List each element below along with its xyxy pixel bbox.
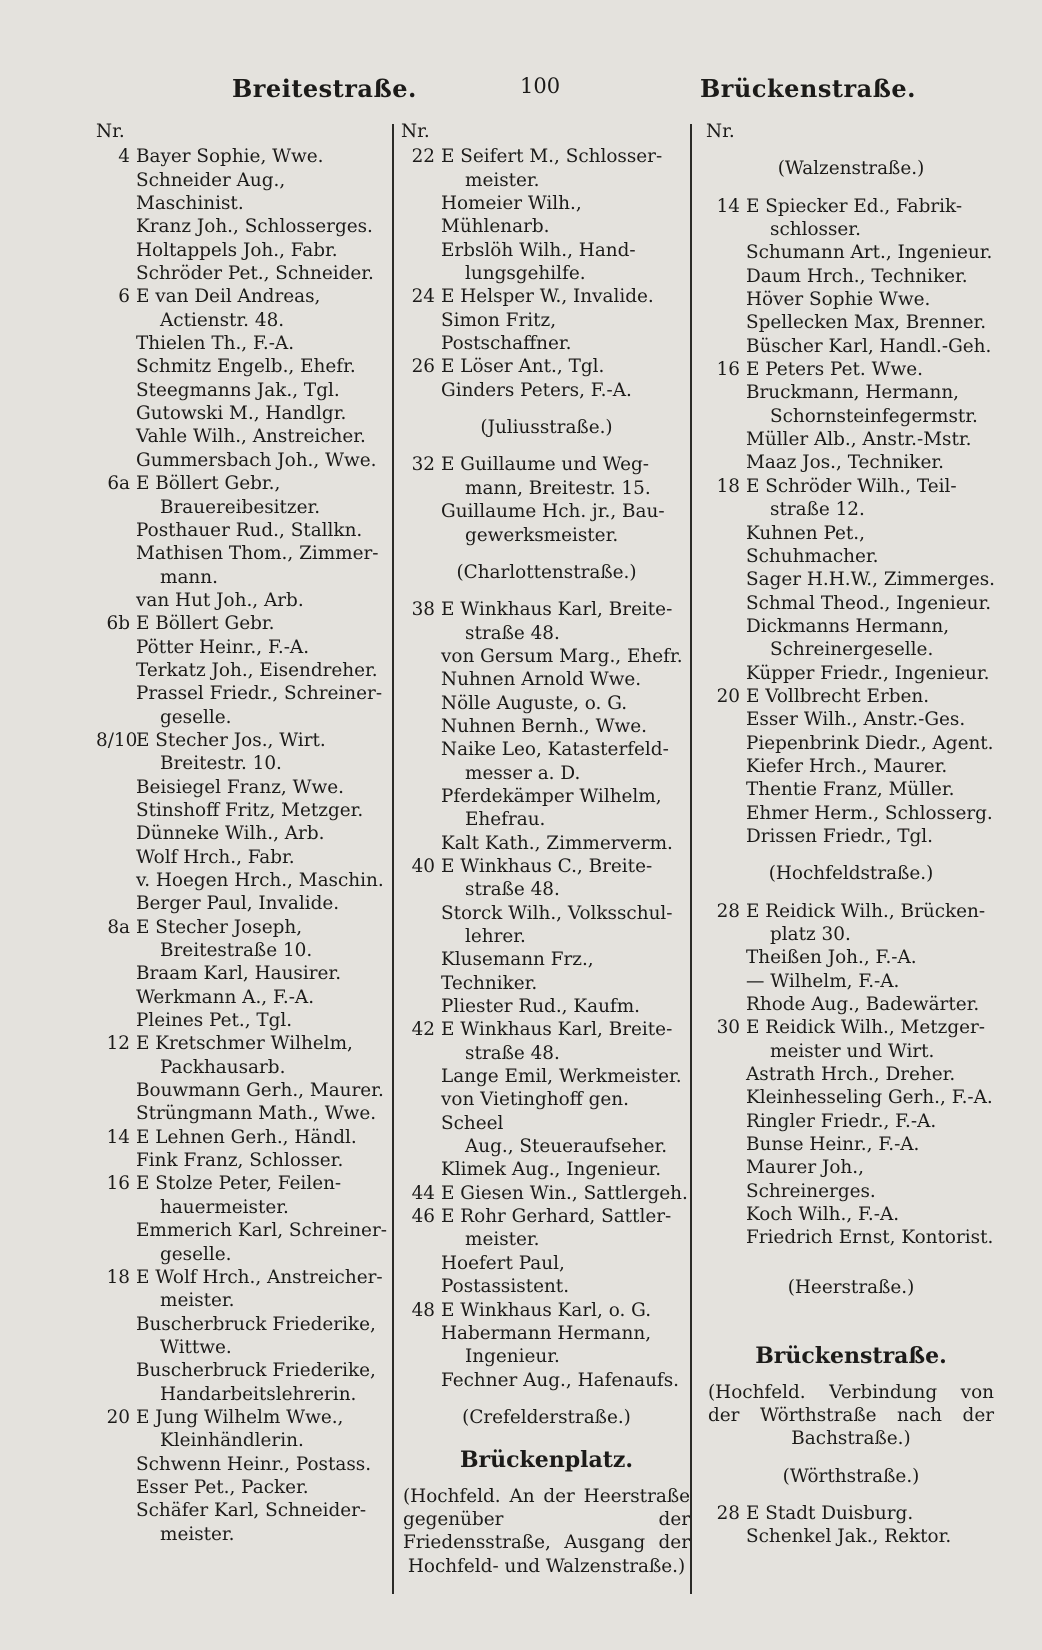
resident-line: Schumann Art., Ingenieur.	[746, 242, 993, 264]
house-entry	[96, 472, 393, 495]
resident-line: van Hut Joh., Arb.	[136, 589, 304, 611]
resident-text: E Stecher Joseph,	[136, 916, 303, 938]
continuation-line: schlosser.	[770, 219, 861, 241]
cross-street-label: (Walzenstraße.)	[777, 158, 925, 180]
resident-line: Astrath Hrch., Dreher.	[746, 1064, 956, 1086]
house-entry	[96, 916, 393, 939]
cross-street-label: (Charlottenstraße.)	[456, 561, 637, 583]
house-entry	[401, 355, 692, 378]
continuation-line: Schreinergeselle.	[770, 639, 934, 661]
resident-text: Bayer Sophie, Wwe.	[136, 146, 324, 168]
street-heading: Brückenplatz.	[459, 1447, 634, 1474]
nr-label: Nr.	[401, 121, 430, 142]
resident-line: Posthauer Rud., Stallkn.	[136, 519, 363, 541]
house-number: 38	[411, 599, 435, 621]
continuation-line: mann.	[160, 566, 218, 588]
resident-line: Koch Wilh., F.-A.	[746, 1204, 900, 1226]
resident-line: Klimek Aug., Ingenieur.	[441, 1159, 662, 1181]
house-entry	[401, 1205, 692, 1228]
house-entry	[96, 1406, 393, 1429]
header-left-street: Breitestraße.	[232, 74, 417, 103]
resident-line: Maurer Joh., Schreinerges.	[746, 1157, 876, 1202]
continuation-line: Ehefrau.	[465, 809, 546, 831]
house-entry	[401, 145, 692, 168]
resident-line: Guillaume Hch. jr., Bau-	[441, 501, 665, 523]
house-number: 16	[716, 359, 740, 381]
resident-line: Erbslöh Wilh., Hand-	[441, 239, 636, 261]
house-entry	[96, 1126, 393, 1149]
resident-line: Ehmer Herm., Schlosserg.	[746, 802, 993, 824]
resident-line: Stinshoff Fritz, Metzger.	[136, 799, 364, 821]
resident-line: Emmerich Karl, Schreiner-	[136, 1220, 387, 1242]
nr-label: Nr.	[706, 121, 735, 142]
resident-line: Kleinhesseling Gerh., F.-A.	[746, 1087, 993, 1109]
resident-text: E Löser Ant., Tgl.	[441, 356, 605, 378]
continuation-line: meister.	[465, 1229, 540, 1251]
spacer	[706, 1250, 996, 1262]
continuation-line: hauermeister.	[160, 1196, 289, 1218]
cross-street-label: (Crefelderstraße.)	[462, 1406, 631, 1428]
column-2	[401, 120, 692, 1578]
resident-line: Strüngmann Math., Wwe.	[136, 1103, 377, 1125]
resident-line: Friedrich Ernst, Kontorist.	[746, 1227, 994, 1249]
resident-line: Pleines Pet., Tgl.	[136, 1010, 293, 1032]
house-number: 8a	[107, 916, 130, 938]
continuation-line: Packhausarb.	[160, 1056, 286, 1078]
street-description: (Hochfeld. Verbindung von der Wörthstraße nach der Bachstraße.)	[708, 1381, 994, 1450]
house-number: 26	[411, 356, 435, 378]
resident-line: von Vietinghoff gen. Scheel	[441, 1089, 629, 1134]
house-number: 6b	[106, 613, 130, 635]
house-number: 6a	[107, 473, 130, 495]
house-number: 40	[411, 855, 435, 877]
resident-text: E Jung Wilhelm Wwe.,	[136, 1406, 344, 1428]
house-number: 28	[716, 900, 740, 922]
resident-line: Spellecken Max, Brenner.	[746, 312, 987, 334]
house-entry	[96, 1172, 393, 1195]
resident-line: Fink Franz, Schlosser.	[136, 1150, 344, 1172]
resident-line: Pliester Rud., Kaufm.	[441, 996, 641, 1018]
resident-text: E Winkhaus Karl, Breite-	[441, 599, 673, 621]
resident-line: Nölle Auguste, o. G.	[441, 692, 628, 714]
page-header	[0, 68, 1042, 108]
house-entry	[401, 453, 692, 476]
resident-line: — Wilhelm, F.-A.	[746, 970, 900, 992]
resident-line: Hoefert Paul, Postassistent.	[441, 1252, 570, 1298]
house-number: 6	[118, 286, 130, 308]
resident-line: Gutowski M., Handlgr.	[136, 403, 347, 425]
house-entry	[401, 285, 692, 308]
resident-line: Piepenbrink Diedr., Agent.	[746, 732, 994, 754]
resident-line: Terkatz Joh., Eisendreher.	[136, 659, 378, 681]
resident-line: Dickmanns Hermann,	[746, 615, 950, 637]
house-entry	[706, 358, 996, 381]
house-entry	[706, 475, 996, 498]
resident-text: E Reidick Wilh., Brücken-	[746, 900, 986, 922]
house-entry	[706, 685, 996, 708]
resident-line: Beisiegel Franz, Wwe.	[136, 776, 344, 798]
resident-line: Bunse Heinr., F.-A.	[746, 1134, 920, 1156]
resident-line: Habermann Hermann,	[441, 1322, 652, 1344]
resident-line: Esser Pet., Packer.	[136, 1476, 309, 1498]
house-entry	[96, 285, 393, 308]
house-number: 18	[716, 475, 740, 497]
cross-street-label: (Heerstraße.)	[787, 1276, 915, 1298]
house-number: 44	[411, 1182, 435, 1204]
page-number: 100	[520, 74, 561, 98]
continuation-line: Schornsteinfegermstr.	[770, 405, 978, 427]
house-number: 18	[106, 1266, 130, 1288]
resident-line: Kalt Kath., Zimmerverm.	[441, 832, 673, 854]
resident-text: E Lehnen Gerh., Händl.	[136, 1126, 357, 1148]
cross-street-label: (Wörthstraße.)	[782, 1465, 920, 1487]
resident-line: Nuhnen Arnold Wwe.	[441, 669, 642, 691]
continuation-line: Kleinhändlerin.	[160, 1430, 304, 1452]
resident-line: Theißen Joh., F.-A.	[746, 947, 917, 969]
resident-line: Schäfer Karl, Schneider-	[136, 1500, 367, 1522]
house-number: 32	[411, 454, 435, 476]
resident-line: Homeier Wilh., Mühlenarb.	[441, 193, 582, 238]
resident-line: Wolf Hrch., Fabr.	[136, 846, 295, 868]
continuation-line: lehrer.	[465, 926, 526, 947]
house-entry	[401, 598, 692, 621]
house-entry	[401, 855, 692, 878]
continuation-line: lungsgehilfe.	[465, 263, 586, 285]
resident-line: Rhode Aug., Badewärter.	[746, 994, 980, 1016]
continuation-line: straße 12.	[770, 499, 865, 521]
column-3	[706, 120, 996, 1549]
resident-line: Schenkel Jak., Rektor.	[746, 1526, 952, 1548]
continuation-line: Aug., Steueraufseher.	[465, 1136, 668, 1158]
continuation-line: Brauereibesitzer.	[160, 496, 321, 518]
resident-line: Schmitz Engelb., Ehefr.	[136, 356, 356, 378]
continuation-line: straße 48.	[465, 879, 560, 901]
house-number: 20	[106, 1406, 130, 1428]
house-entry	[96, 145, 393, 168]
resident-line: Drissen Friedr., Tgl.	[746, 825, 934, 847]
street-description: (Hochfeld. An der Heerstraße gegenüber der Friedensstraße, Ausgang der Hochfeld- und Walzenstraße.)	[403, 1485, 690, 1577]
resident-line: Ringler Friedr., F.-A.	[746, 1110, 937, 1132]
cross-street-label: (Hochfeldstraße.)	[768, 863, 934, 885]
resident-line: v. Hoegen Hrch., Maschin.	[136, 870, 384, 891]
resident-text: E Rohr Gerhard, Sattler-	[441, 1206, 672, 1228]
resident-line: Holtappels Joh., Fabr.	[136, 239, 338, 261]
resident-text: E Reidick Wilh., Metzger-	[746, 1017, 986, 1039]
resident-text: E Helsper W., Invalide.	[441, 286, 654, 308]
resident-line: Nuhnen Bernh., Wwe.	[441, 715, 647, 737]
resident-line: Schröder Pet., Schneider.	[136, 263, 374, 285]
resident-line: Daum Hrch., Techniker.	[746, 265, 968, 287]
resident-text: E Schröder Wilh., Teil-	[746, 475, 957, 497]
continuation-line: Actienstr. 48.	[160, 309, 285, 331]
resident-line: Kuhnen Pet., Schuhmacher.	[746, 522, 879, 567]
resident-line: Mathisen Thom., Zimmer-	[136, 543, 379, 565]
resident-line: Fechner Aug., Hafenaufs.	[441, 1369, 680, 1391]
resident-text: E Spiecker Ed., Fabrik-	[746, 195, 963, 217]
resident-line: Klusemann Frz., Techniker.	[441, 949, 594, 994]
continuation-line: straße 48.	[465, 622, 560, 644]
house-entry	[706, 900, 996, 923]
resident-line: Simon Fritz, Postschaffner.	[441, 309, 572, 355]
house-number: 28	[716, 1502, 740, 1524]
house-number: 8/10	[96, 729, 138, 751]
resident-line: Storck Wilh., Volksschul-	[441, 902, 673, 924]
resident-text: E Stolze Peter, Feilen-	[136, 1173, 342, 1195]
resident-text: E Winkhaus Karl, o. G.	[441, 1299, 652, 1321]
house-number: 22	[411, 146, 435, 168]
resident-text: E Wolf Hrch., Anstreicher-	[136, 1266, 383, 1288]
house-number: 20	[716, 685, 740, 707]
resident-text: E Böllert Gebr.,	[136, 473, 281, 495]
continuation-line: mann, Breitestr. 15.	[465, 477, 651, 499]
resident-line: Vahle Wilh., Anstreicher.	[136, 426, 366, 448]
house-number: 24	[411, 286, 435, 308]
continuation-line: Wittwe.	[160, 1336, 232, 1358]
resident-text: E van Deil Andreas,	[136, 286, 321, 308]
continuation-line: platz 30.	[770, 924, 851, 945]
resident-line: Naike Leo, Katasterfeld-	[441, 739, 669, 761]
resident-line: Schneider Aug., Maschinist.	[136, 169, 286, 215]
house-entry	[96, 1032, 393, 1055]
resident-text: E Peters Pet. Wwe.	[746, 359, 923, 381]
resident-line: Kranz Joh., Schlosserges.	[136, 216, 373, 238]
house-entry	[401, 1018, 692, 1041]
resident-line: Steegmanns Jak., Tgl.	[136, 379, 340, 401]
resident-line: Ginders Peters, F.-A.	[441, 379, 632, 401]
spacer	[706, 1313, 996, 1325]
resident-line: Berger Paul, Invalide.	[136, 893, 340, 915]
resident-line: Schwenn Heinr., Postass.	[136, 1453, 372, 1475]
house-entry	[96, 612, 393, 635]
house-number: 48	[411, 1299, 435, 1321]
resident-line: Werkmann A., F.-A.	[136, 986, 315, 1008]
resident-line: Küpper Friedr., Ingenieur.	[746, 662, 990, 684]
nr-label: Nr.	[96, 121, 125, 142]
house-number: 14	[106, 1126, 130, 1148]
resident-text: E Stecher Jos., Wirt.	[136, 729, 326, 751]
continuation-line: meister.	[465, 169, 540, 191]
continuation-line: Ingenieur.	[465, 1346, 560, 1368]
resident-line: Thentie Franz, Müller.	[746, 779, 955, 801]
cross-street-label: (Juliusstraße.)	[480, 417, 613, 439]
continuation-line: meister.	[160, 1523, 235, 1545]
resident-line: Thielen Th., F.-A.	[136, 333, 295, 355]
continuation-line: messer a. D.	[465, 762, 581, 784]
continuation-line: Breitestraße 10.	[160, 940, 313, 962]
resident-line: Esser Wilh., Anstr.-Ges.	[746, 709, 966, 731]
house-number: 30	[716, 1017, 740, 1039]
resident-text: E Seifert M., Schlosser-	[441, 146, 663, 168]
house-entry	[706, 1502, 996, 1525]
continuation-line: geselle.	[160, 1243, 232, 1265]
resident-text: E Winkhaus C., Breite-	[441, 855, 653, 877]
resident-line: Dünneke Wilh., Arb.	[136, 823, 325, 845]
house-entry	[401, 1299, 692, 1322]
resident-line: Büscher Karl, Handl.-Geh.	[746, 335, 992, 357]
house-number: 4	[118, 146, 130, 168]
resident-line: Sager H.H.W., Zimmerges.	[746, 569, 995, 591]
resident-line: Lange Emil, Werkmeister.	[441, 1066, 682, 1088]
continuation-line: geselle.	[160, 706, 232, 728]
resident-line: Bouwmann Gerh., Maurer.	[136, 1080, 384, 1102]
street-heading: Brückenstraße.	[755, 1343, 947, 1370]
resident-line: Buscherbruck Friederike,	[136, 1313, 376, 1335]
resident-line: Maaz Jos., Techniker.	[746, 452, 944, 474]
house-entry	[706, 1016, 996, 1039]
resident-line: Schmal Theod., Ingenieur.	[746, 592, 992, 614]
resident-line: Prassel Friedr., Schreiner-	[136, 683, 383, 705]
house-entry	[96, 1266, 393, 1289]
resident-line: Bruckmann, Hermann,	[746, 382, 960, 404]
house-number: 16	[106, 1173, 130, 1195]
resident-line: von Gersum Marg., Ehefr.	[441, 645, 683, 667]
resident-text: E Stadt Duisburg.	[746, 1502, 914, 1524]
house-entry	[401, 1182, 692, 1205]
resident-line: Braam Karl, Hausirer.	[136, 963, 342, 985]
house-number: 42	[411, 1019, 435, 1041]
resident-line: Müller Alb., Anstr.-Mstr.	[746, 429, 972, 451]
house-number: 46	[411, 1206, 435, 1228]
house-number: 14	[716, 195, 740, 217]
resident-line: Pferdekämper Wilhelm,	[441, 785, 662, 807]
continuation-line: meister und Wirt.	[770, 1040, 935, 1062]
resident-text: E Guillaume und Weg-	[441, 454, 650, 476]
header-right-street: Brückenstraße.	[700, 74, 916, 103]
resident-line: Buscherbruck Friederike,	[136, 1360, 376, 1382]
resident-text: E Giesen Win., Sattlergeh.	[441, 1182, 688, 1204]
resident-text: E Kretschmer Wilhelm,	[136, 1033, 353, 1055]
continuation-line: Breitestr. 10.	[160, 753, 282, 775]
continuation-line: meister.	[160, 1290, 235, 1312]
continuation-line: straße 48.	[465, 1042, 560, 1064]
resident-line: Gummersbach Joh., Wwe.	[136, 449, 377, 471]
column-1	[96, 120, 393, 1546]
resident-text: E Winkhaus Karl, Breite-	[441, 1019, 673, 1041]
resident-line: Kiefer Hrch., Maurer.	[746, 755, 948, 777]
house-number: 12	[106, 1033, 130, 1055]
resident-line: Höver Sophie Wwe.	[746, 289, 931, 311]
continuation-line: gewerksmeister.	[465, 524, 619, 546]
resident-text: E Vollbrecht Erben.	[746, 685, 930, 707]
resident-line: Pötter Heinr., F.-A.	[136, 636, 310, 658]
house-entry	[96, 729, 393, 752]
house-entry	[706, 195, 996, 218]
resident-text: E Böllert Gebr.	[136, 613, 275, 635]
continuation-line: Handarbeitslehrerin.	[160, 1383, 357, 1405]
